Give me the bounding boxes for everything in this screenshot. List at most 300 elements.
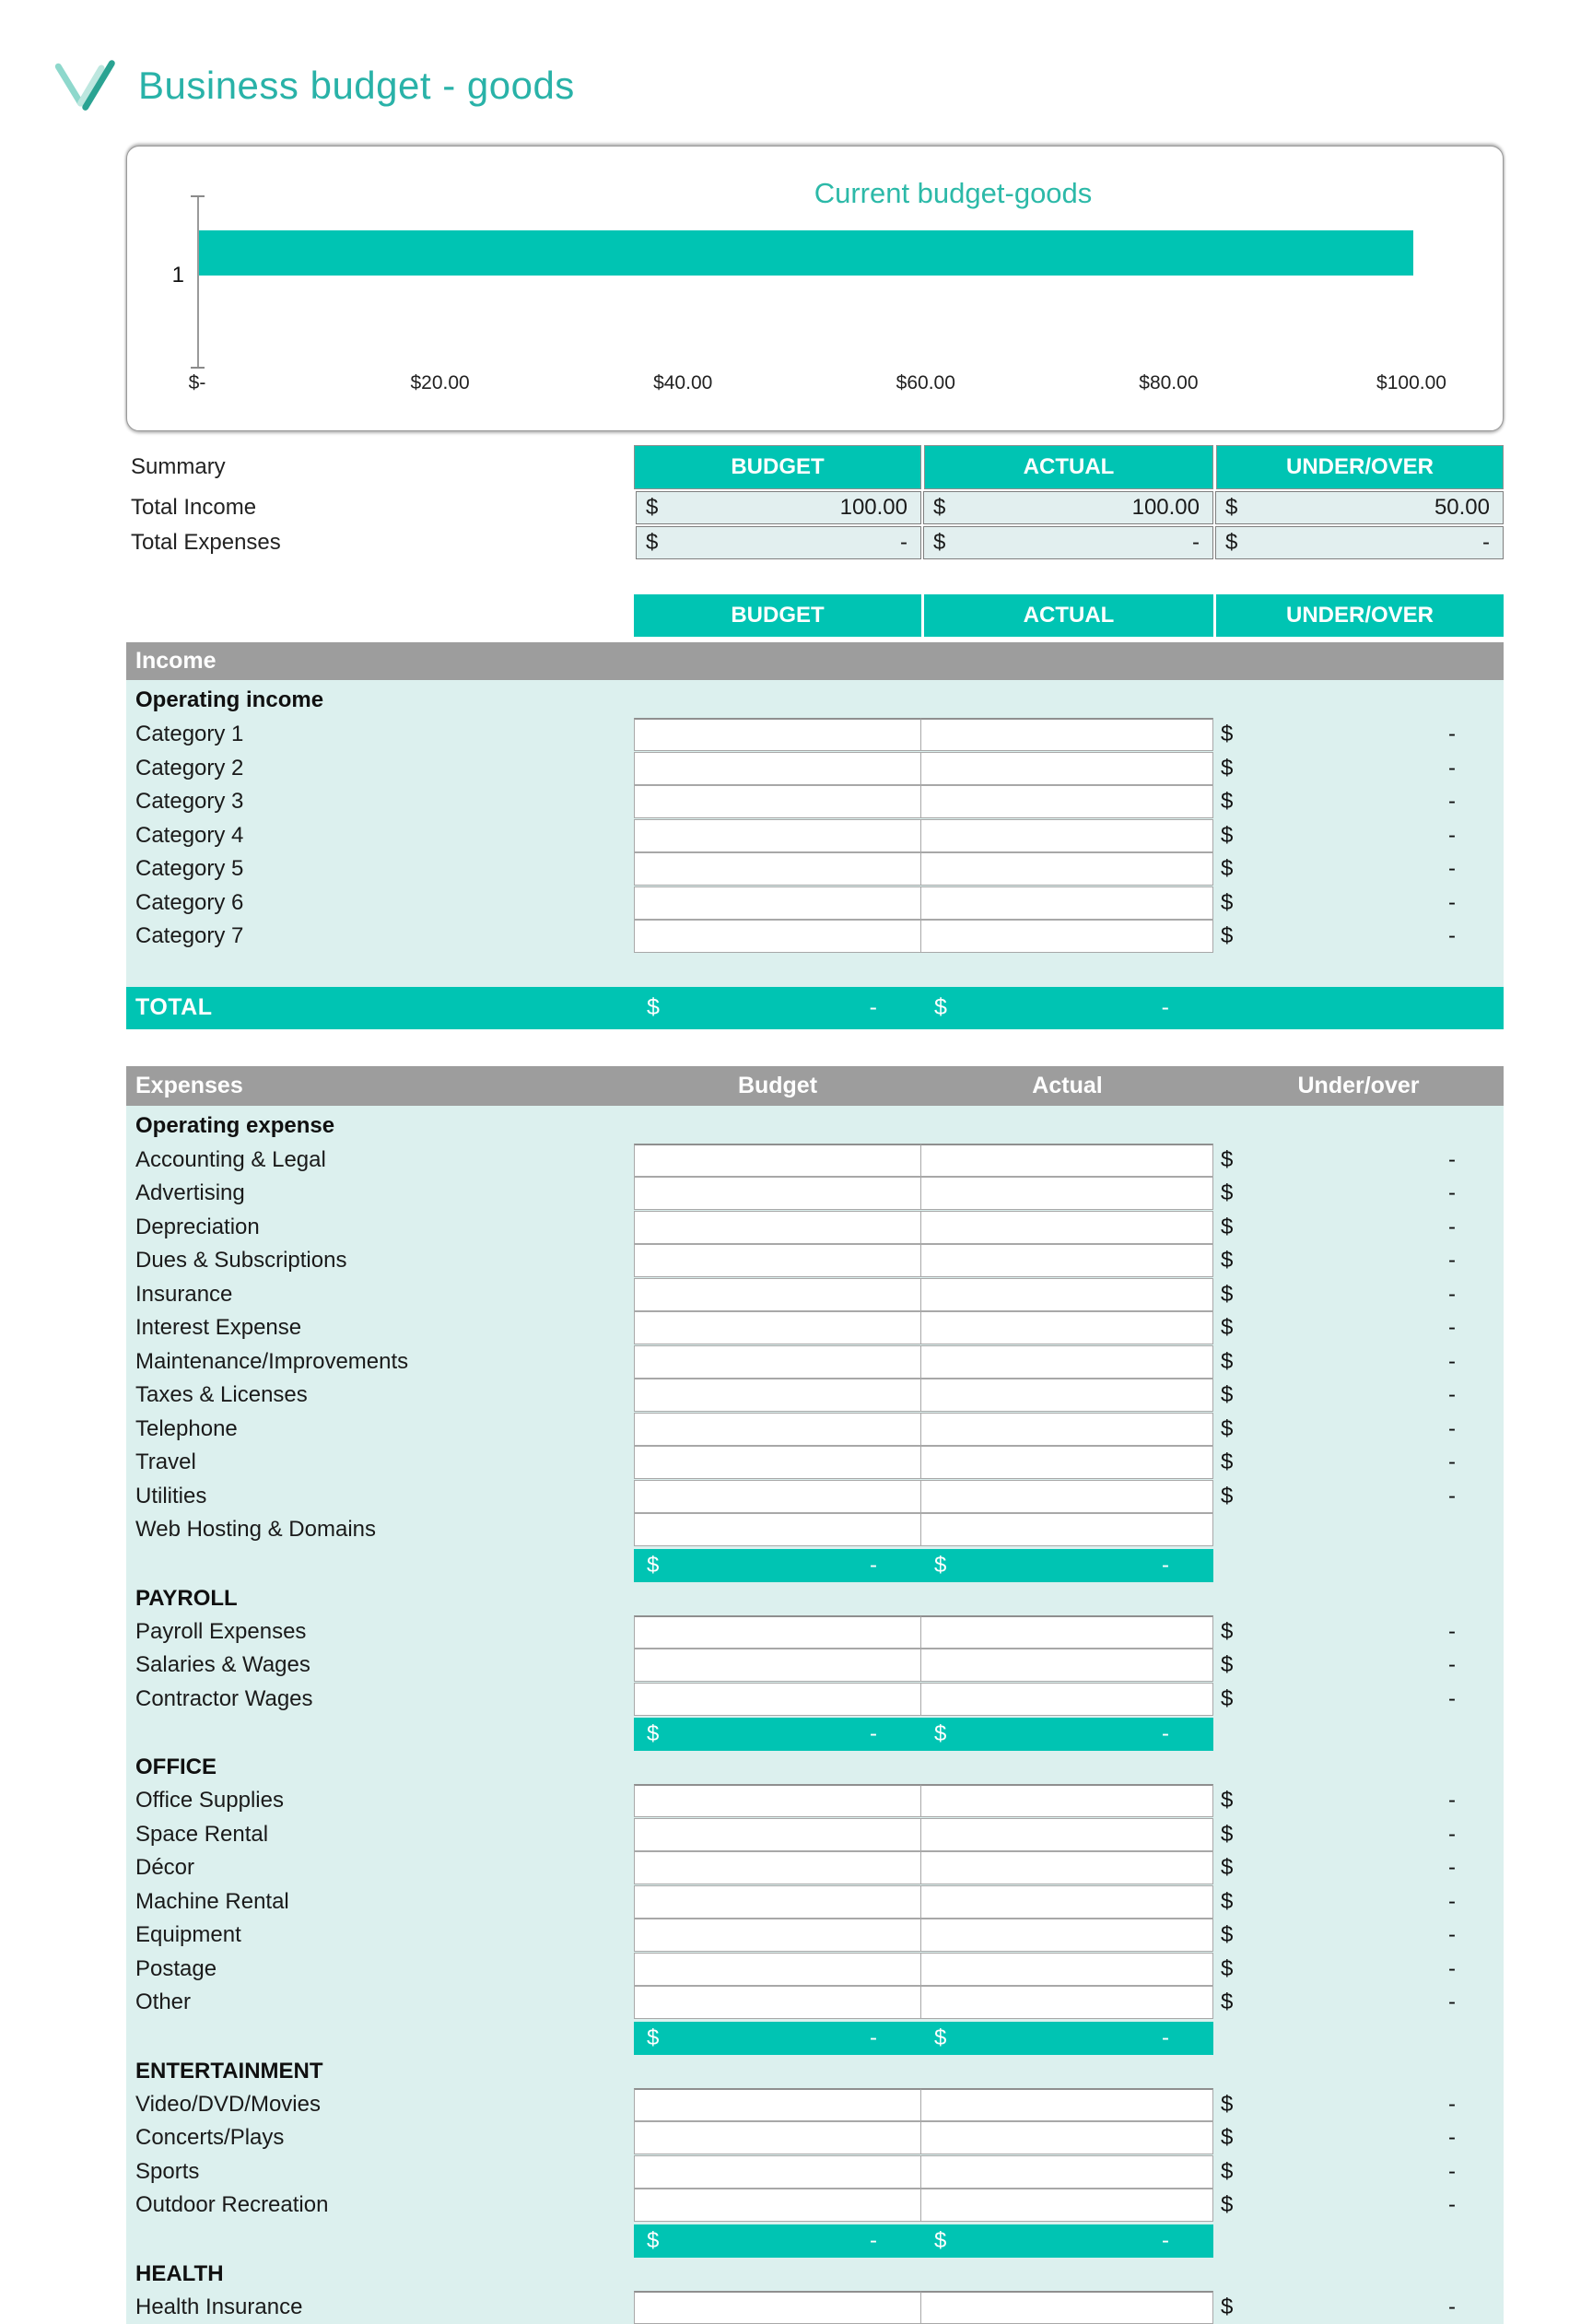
under-over-value: - (1448, 823, 1456, 849)
currency-symbol: $ (1221, 2295, 1233, 2320)
currency-symbol: $ (1221, 1450, 1233, 1475)
summary-value-cell: $ 100.00 (923, 491, 1213, 524)
y-axis-category-label: 1 (155, 263, 184, 288)
budget-input-cell[interactable] (634, 1177, 921, 1210)
page-header (0, 0, 1569, 120)
under-over-value: - (1448, 1922, 1456, 1948)
budget-input-cell[interactable] (634, 2189, 921, 2222)
budget-line-row (126, 852, 1504, 886)
summary-value-cell: $ - (923, 526, 1213, 559)
under-over-value: - (1448, 2092, 1456, 2118)
under-over-cell (1213, 789, 1504, 815)
income-section (126, 642, 1504, 1029)
line-item-label: Advertising (126, 1180, 634, 1206)
summary-row (126, 491, 1504, 524)
currency-symbol: $ (1221, 1889, 1233, 1915)
currency-symbol: $ (1221, 1922, 1233, 1948)
vertex-logo-icon (48, 56, 120, 115)
line-item-label: Web Hosting & Domains (126, 1517, 634, 1543)
under-over-cell (1213, 1989, 1504, 2015)
budget-line-row (126, 1446, 1504, 1480)
currency-symbol: $ (1221, 1416, 1233, 1442)
actual-input-cell[interactable] (920, 1986, 1213, 2019)
under-over-value: - (1448, 2295, 1456, 2320)
actual-input-cell[interactable] (920, 886, 1213, 920)
budget-bar (199, 230, 1413, 276)
line-item-label: Machine Rental (126, 1889, 634, 1915)
budget-line-row (126, 1278, 1504, 1312)
subtotal-budget: $ - (634, 1549, 921, 1582)
y-axis-line (197, 196, 199, 368)
line-item-label: Equipment (126, 1922, 634, 1948)
budget-input-cell[interactable] (634, 886, 921, 920)
budget-input-cell[interactable] (634, 1480, 921, 1513)
under-over-value: - (1448, 789, 1456, 815)
under-over-value: - (1448, 1889, 1456, 1915)
budget-input-cell[interactable] (634, 1144, 921, 1177)
expense-group-title: ENTERTAINMENT (126, 2055, 1504, 2088)
actual-input-cell[interactable] (920, 1784, 1213, 1817)
expenses-body (126, 1106, 1504, 2324)
subtotal-budget: $ - (634, 1718, 921, 1751)
budget-input-cell[interactable] (634, 1211, 921, 1244)
under-over-value: - (1448, 1282, 1456, 1308)
budget-chart-card (126, 146, 1504, 431)
under-over-cell (1213, 1349, 1504, 1375)
under-over-cell (1213, 1248, 1504, 1274)
summary-row (126, 526, 1504, 559)
under-over-cell (1213, 1855, 1504, 1881)
budget-line-row (126, 2189, 1504, 2223)
summary-header-row (126, 445, 1504, 489)
under-over-value: - (1448, 1248, 1456, 1274)
under-over-cell (1213, 1922, 1504, 1948)
under-over-cell (1213, 1956, 1504, 1982)
budget-line-row (126, 1144, 1504, 1178)
line-item-label: Health Insurance (126, 2295, 634, 2320)
currency-symbol: $ (1221, 1282, 1233, 1308)
x-axis-tick-label: $20.00 (410, 372, 469, 394)
budget-input-cell[interactable] (634, 2291, 921, 2324)
under-over-value: - (1448, 1349, 1456, 1375)
actual-input-cell[interactable] (920, 819, 1213, 852)
line-item-label: Maintenance/Improvements (126, 1349, 634, 1375)
income-col-budget: BUDGET (634, 594, 921, 637)
under-over-cell (1213, 2092, 1504, 2118)
under-over-cell (1213, 2295, 1504, 2320)
currency-symbol: $ (1221, 2125, 1233, 2151)
budget-input-cell[interactable] (634, 718, 921, 751)
budget-line-row (126, 1615, 1504, 1649)
budget-line-row (126, 819, 1504, 853)
currency-symbol: $ (1221, 890, 1233, 916)
line-item-label: Category 5 (126, 856, 634, 882)
line-item-label: Category 7 (126, 923, 634, 949)
currency-symbol: $ (1221, 1180, 1233, 1206)
under-over-value: - (1448, 1416, 1456, 1442)
budget-line-row (126, 752, 1504, 786)
line-item-label: Travel (126, 1450, 634, 1475)
budget-input-cell[interactable] (634, 1919, 921, 1952)
budget-line-row (126, 1953, 1504, 1987)
income-col-actual: ACTUAL (921, 594, 1213, 637)
actual-input-cell[interactable] (920, 920, 1213, 953)
actual-input-cell[interactable] (920, 2155, 1213, 2189)
budget-line-row (126, 1311, 1504, 1345)
currency-symbol: $ (1221, 1484, 1233, 1509)
budget-input-cell[interactable] (634, 819, 921, 852)
line-item-label: Category 2 (126, 756, 634, 781)
budget-input-cell[interactable] (634, 1379, 921, 1412)
income-total-label: TOTAL (126, 994, 634, 1021)
chart-title: Current budget-goods (404, 177, 1503, 210)
under-over-cell (1213, 1315, 1504, 1341)
group-subtotal-row (126, 2022, 1504, 2055)
expenses-section-band (126, 1066, 1504, 1106)
income-col-underover: UNDER/OVER (1213, 594, 1504, 637)
budget-line-row (126, 2291, 1504, 2324)
budget-line-row (126, 886, 1504, 921)
currency-symbol: $ (1221, 2192, 1233, 2218)
budget-input-cell[interactable] (634, 1851, 921, 1884)
income-total-actual: $ - (921, 994, 1213, 1021)
budget-input-cell[interactable] (634, 1818, 921, 1851)
budget-line-row (126, 1885, 1504, 1919)
currency-symbol: $ (1221, 789, 1233, 815)
currency-symbol: $ (1221, 1956, 1233, 1982)
line-item-label: Category 1 (126, 722, 634, 747)
under-over-value: - (1448, 890, 1456, 916)
currency-symbol: $ (1221, 1652, 1233, 1678)
budget-input-cell[interactable] (634, 2155, 921, 2189)
x-axis-tick-label: $40.00 (653, 372, 712, 394)
summary-table (126, 445, 1504, 559)
budget-line-row (126, 1649, 1504, 1683)
budget-input-cell[interactable] (634, 852, 921, 886)
budget-line-row (126, 1784, 1504, 1818)
expenses-col-budget: Budget (634, 1066, 921, 1106)
summary-value-cell: $ - (636, 526, 921, 559)
actual-input-cell[interactable] (920, 1513, 1213, 1546)
budget-line-row (126, 1919, 1504, 1953)
under-over-cell (1213, 1416, 1504, 1442)
income-total-budget: $ - (634, 994, 921, 1021)
budget-line-row (126, 1851, 1504, 1885)
budget-input-cell[interactable] (634, 1278, 921, 1311)
under-over-cell (1213, 1822, 1504, 1848)
budget-line-row (126, 2155, 1504, 2189)
currency-symbol: $ (1221, 1147, 1233, 1173)
under-over-cell (1213, 1180, 1504, 1206)
summary-row-label: Total Income (126, 495, 634, 521)
under-over-value: - (1448, 1788, 1456, 1813)
summary-value-cell: $ 50.00 (1215, 491, 1504, 524)
income-total-row (126, 987, 1504, 1029)
subtotal-budget: $ - (634, 2022, 921, 2055)
budget-input-cell[interactable] (634, 1513, 921, 1546)
expense-group-title: PAYROLL (126, 1582, 1504, 1615)
under-over-value: - (1448, 1147, 1456, 1173)
expenses-col-actual: Actual (921, 1066, 1213, 1106)
budget-line-row (126, 2121, 1504, 2155)
line-item-label: Sports (126, 2159, 634, 2185)
budget-input-cell[interactable] (634, 1615, 921, 1649)
under-over-value: - (1448, 1215, 1456, 1240)
page-title: Business budget - goods (138, 64, 575, 108)
budget-input-cell[interactable] (634, 1953, 921, 1986)
under-over-value: - (1448, 1382, 1456, 1408)
actual-input-cell[interactable] (920, 1345, 1213, 1379)
subtotal-actual: $ - (921, 1718, 1213, 1751)
expenses-section-title: Expenses (126, 1066, 634, 1106)
actual-input-cell[interactable] (920, 1177, 1213, 1210)
line-item-label: Outdoor Recreation (126, 2192, 634, 2218)
currency-symbol: $ (1221, 1349, 1233, 1375)
summary-row-label: Total Expenses (126, 530, 634, 556)
expense-group-title: OFFICE (126, 1751, 1504, 1784)
line-item-label: Concerts/Plays (126, 2125, 634, 2151)
line-item-label: Category 3 (126, 789, 634, 815)
budget-input-cell[interactable] (634, 785, 921, 818)
budget-line-row (126, 1513, 1504, 1547)
summary-label: Summary (126, 454, 634, 480)
income-group-title: Operating income (126, 680, 1504, 718)
currency-symbol: $ (1221, 1215, 1233, 1240)
currency-symbol: $ (1221, 1855, 1233, 1881)
budget-input-cell[interactable] (634, 2088, 921, 2121)
budget-line-row (126, 1345, 1504, 1379)
budget-input-cell[interactable] (634, 2121, 921, 2154)
budget-input-cell[interactable] (634, 1649, 921, 1682)
budget-line-row (126, 920, 1504, 954)
line-item-label: Salaries & Wages (126, 1652, 634, 1678)
under-over-value: - (1448, 1652, 1456, 1678)
line-item-label: Contractor Wages (126, 1686, 634, 1712)
budget-line-row (126, 718, 1504, 752)
budget-input-cell[interactable] (634, 1683, 921, 1716)
under-over-cell (1213, 2192, 1504, 2218)
budget-input-cell[interactable] (634, 1784, 921, 1817)
expense-group-title: Operating expense (126, 1106, 1504, 1144)
actual-input-cell[interactable] (920, 1818, 1213, 1851)
under-over-value: - (1448, 856, 1456, 882)
currency-symbol: $ (1221, 1619, 1233, 1645)
under-over-cell (1213, 1215, 1504, 1240)
under-over-cell (1213, 1889, 1504, 1915)
summary-col-underover: UNDER/OVER (1213, 445, 1504, 489)
subtotal-actual: $ - (921, 2022, 1213, 2055)
budget-line-row (126, 1480, 1504, 1514)
currency-symbol: $ (1221, 1382, 1233, 1408)
actual-input-cell[interactable] (920, 2121, 1213, 2154)
under-over-value: - (1448, 1822, 1456, 1848)
currency-symbol: $ (1221, 823, 1233, 849)
summary-value-cell: $ - (1215, 526, 1504, 559)
summary-col-actual: ACTUAL (921, 445, 1213, 489)
under-over-cell (1213, 890, 1504, 916)
under-over-value: - (1448, 1686, 1456, 1712)
expenses-section (126, 1066, 1504, 2324)
actual-input-cell[interactable] (920, 1211, 1213, 1244)
currency-symbol: $ (1221, 923, 1233, 949)
under-over-value: - (1448, 1450, 1456, 1475)
under-over-cell (1213, 1147, 1504, 1173)
under-over-value: - (1448, 1956, 1456, 1982)
under-over-value: - (1448, 756, 1456, 781)
budget-input-cell[interactable] (634, 1446, 921, 1479)
budget-input-cell[interactable] (634, 1345, 921, 1379)
budget-line-row (126, 1211, 1504, 1245)
actual-input-cell[interactable] (920, 1649, 1213, 1682)
actual-input-cell[interactable] (920, 1615, 1213, 1649)
group-subtotal-row (126, 1549, 1504, 1582)
line-item-label: Category 4 (126, 823, 634, 849)
income-body (126, 680, 1504, 1029)
under-over-cell (1213, 2159, 1504, 2185)
currency-symbol: $ (1221, 1315, 1233, 1341)
currency-symbol: $ (1221, 1788, 1233, 1813)
x-axis-tick-label: $- (189, 372, 206, 394)
under-over-cell (1213, 1382, 1504, 1408)
line-item-label: Taxes & Licenses (126, 1382, 634, 1408)
line-item-label: Office Supplies (126, 1788, 634, 1813)
x-axis-tick-label: $80.00 (1139, 372, 1198, 394)
budget-input-cell[interactable] (634, 1244, 921, 1277)
line-item-label: Telephone (126, 1416, 634, 1442)
budget-line-row (126, 1413, 1504, 1447)
income-section-title: Income (126, 648, 217, 674)
actual-input-cell[interactable] (920, 2189, 1213, 2222)
actual-input-cell[interactable] (920, 1144, 1213, 1177)
income-header-band (126, 594, 1504, 637)
line-item-label: Utilities (126, 1484, 634, 1509)
line-item-label: Insurance (126, 1282, 634, 1308)
x-axis-labels (127, 372, 1503, 400)
line-item-label: Payroll Expenses (126, 1619, 634, 1645)
currency-symbol: $ (1221, 856, 1233, 882)
budget-input-cell[interactable] (634, 1311, 921, 1344)
under-over-cell (1213, 2125, 1504, 2151)
line-item-label: Other (126, 1989, 634, 2015)
under-over-cell (1213, 1686, 1504, 1712)
under-over-value: - (1448, 1484, 1456, 1509)
line-item-label: Space Rental (126, 1822, 634, 1848)
currency-symbol: $ (1221, 2159, 1233, 2185)
line-item-label: Depreciation (126, 1215, 634, 1240)
under-over-cell (1213, 1450, 1504, 1475)
actual-input-cell[interactable] (920, 718, 1213, 751)
actual-input-cell[interactable] (920, 785, 1213, 818)
actual-input-cell[interactable] (920, 1953, 1213, 1986)
under-over-cell (1213, 1282, 1504, 1308)
actual-input-cell[interactable] (920, 1480, 1213, 1513)
budget-input-cell[interactable] (634, 752, 921, 785)
currency-symbol: $ (1221, 722, 1233, 747)
line-item-label: Interest Expense (126, 1315, 634, 1341)
group-subtotal-row (126, 2224, 1504, 2258)
budget-input-cell[interactable] (634, 1885, 921, 1919)
actual-input-cell[interactable] (920, 2291, 1213, 2324)
budget-line-row (126, 1379, 1504, 1413)
currency-symbol: $ (1221, 2092, 1233, 2118)
under-over-value: - (1448, 1855, 1456, 1881)
currency-symbol: $ (1221, 1989, 1233, 2015)
line-item-label: Category 6 (126, 890, 634, 916)
under-over-value: - (1448, 2159, 1456, 2185)
budget-line-row (126, 1986, 1504, 2020)
budget-line-row (126, 1244, 1504, 1278)
expense-group-title: HEALTH (126, 2258, 1504, 2291)
under-over-cell (1213, 1484, 1504, 1509)
under-over-value: - (1448, 923, 1456, 949)
actual-input-cell[interactable] (920, 1885, 1213, 1919)
under-over-cell (1213, 1619, 1504, 1645)
subtotal-actual: $ - (921, 1549, 1213, 1582)
budget-line-row (126, 1818, 1504, 1852)
currency-symbol: $ (1221, 756, 1233, 781)
budget-line-row (126, 1683, 1504, 1717)
budget-input-cell[interactable] (634, 1413, 921, 1446)
budget-input-cell[interactable] (634, 1986, 921, 2019)
currency-symbol: $ (1221, 1686, 1233, 1712)
currency-symbol: $ (1221, 1248, 1233, 1274)
under-over-value: - (1448, 1619, 1456, 1645)
group-subtotal-row (126, 1718, 1504, 1751)
line-item-label: Postage (126, 1956, 634, 1982)
actual-input-cell[interactable] (920, 1851, 1213, 1884)
budget-line-row (126, 785, 1504, 819)
x-axis-tick-label: $60.00 (896, 372, 955, 394)
actual-input-cell[interactable] (920, 1446, 1213, 1479)
actual-input-cell[interactable] (920, 1919, 1213, 1952)
actual-input-cell[interactable] (920, 1244, 1213, 1277)
under-over-cell (1213, 1652, 1504, 1678)
actual-input-cell[interactable] (920, 1379, 1213, 1412)
under-over-cell (1213, 1788, 1504, 1813)
currency-symbol: $ (1221, 1822, 1233, 1848)
subtotal-budget: $ - (634, 2224, 921, 2258)
under-over-cell (1213, 823, 1504, 849)
line-item-label: Video/DVD/Movies (126, 2092, 634, 2118)
actual-input-cell[interactable] (920, 1311, 1213, 1344)
actual-input-cell[interactable] (920, 1278, 1213, 1311)
under-over-value: - (1448, 1315, 1456, 1341)
budget-input-cell[interactable] (634, 920, 921, 953)
under-over-value: - (1448, 2125, 1456, 2151)
subtotal-actual: $ - (921, 2224, 1213, 2258)
budget-line-row (126, 1177, 1504, 1211)
line-item-label: Décor (126, 1855, 634, 1881)
summary-col-budget: BUDGET (634, 445, 921, 489)
actual-input-cell[interactable] (920, 1413, 1213, 1446)
under-over-value: - (1448, 1180, 1456, 1206)
under-over-value: - (1448, 2192, 1456, 2218)
y-axis-tick (191, 195, 205, 197)
under-over-cell (1213, 756, 1504, 781)
under-over-cell (1213, 923, 1504, 949)
actual-input-cell[interactable] (920, 2088, 1213, 2121)
income-section-band (126, 642, 1504, 680)
budget-line-row (126, 2088, 1504, 2122)
under-over-cell (1213, 856, 1504, 882)
actual-input-cell[interactable] (920, 852, 1213, 886)
under-over-value: - (1448, 722, 1456, 747)
actual-input-cell[interactable] (920, 752, 1213, 785)
x-axis-tick-label: $100.00 (1376, 372, 1446, 394)
under-over-cell (1213, 722, 1504, 747)
actual-input-cell[interactable] (920, 1683, 1213, 1716)
summary-value-cell: $ 100.00 (636, 491, 921, 524)
